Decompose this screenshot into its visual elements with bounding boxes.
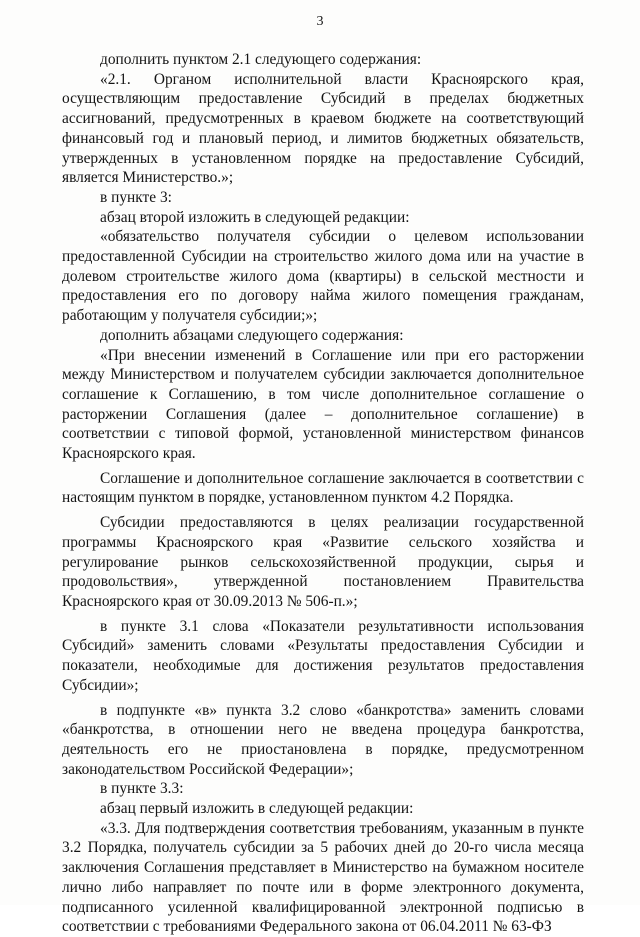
paragraph-clause-3-1-change: в пункте 3.1 слова «Показатели результативности использования Субсидий» заменить словами «Результаты предоставления Субсидии и показатели, необходимые для достижения результатов предоставления Субсидии»;: [62, 617, 584, 694]
paragraph-obligation-text: «обязательство получателя субсидии о целевом использовании предоставленной Субсидии на строительство жилого дома или на участие в долевом строительстве жилого дома (квартиры) в сельской местности и предоставления его по договору найма жилого помещения гражданам, работающим у получателя субсидии;»;: [62, 228, 584, 325]
paragraph-in-clause-3-3: в пункте 3.3:: [100, 780, 184, 798]
paragraph-add-clause-2-1: дополнить пунктом 2.1 следующего содержания:: [100, 51, 422, 68]
paragraph-add-abzacs: дополнить абзацами следующего содержания:: [100, 326, 404, 344]
paragraph-in-clause-3: в пункте 3:: [100, 188, 172, 206]
paragraph-second-abzac-heading: абзац второй изложить в следующей редакции:: [100, 208, 410, 226]
document-body: [62, 50, 584, 937]
paragraph-subsidy-purpose: Субсидии предоставляются в целях реализации государственной программы Красноярского края «Развитие сельского хозяйства и регулирование рынков сельскохозяйственной продукции, сырья и продовольствия», утвержденной постановлением Правительства Красноярского края от 30.09.2013 № 506-п.»;: [62, 514, 584, 610]
paragraph-clause-3-3-text: «3.3. Для подтверждения соответствия требованиям, указанным в пункте 3.2 Порядка, получатель субсидии за 5 рабочих дней до 20-го числа месяца заключения Соглашения представляет в Министерство на бумажном носителе лично либо направляет по почте или в форме электронного документа, подписанного усиленной квалифицированной электронной подписью в соответствии с требованиями Федерального закона от 06.04.2011 № 63-ФЗ: [62, 819, 584, 936]
paragraph-agreement-changes: «При внесении изменений в Соглашение или при его расторжении между Министерством и получателем субсидии заключается дополнительное соглашение к Соглашению, в том числе дополнительное соглашение о расторжении Соглашения (далее – дополнительное соглашение) в соответствии с типовой формой, установленной министерством финансов Красноярского края.: [62, 346, 584, 463]
paragraph-agreement-conclusion: Соглашение и дополнительное соглашение заключается в соответствии с настоящим пунктом в порядке, установленном пунктом 4.2 Порядка.: [62, 469, 584, 507]
paragraph-clause-2-1-text: «2.1. Органом исполнительной власти Красноярского края, осуществляющим предоставление Субсидий в пределах бюджетных ассигнований, предусмотренных в краевом бюджете на соответствующий финансовый год и плановый период, и лимитов бюджетных обязательств, утвержденных в установленном порядке на предоставление Субсидий, является Министерство.»;: [62, 70, 584, 187]
paragraph-first-abzac-heading: абзац первый изложить в следующей редакции:: [100, 800, 414, 818]
page-number: 3: [316, 14, 324, 29]
paragraph-clause-3-2-change: в подпункте «в» пункта 3.2 слово «банкротства» заменить словами «банкротства, в отношении него не введена процедура банкротства, деятельность его не приостановлена в порядке, предусмотренном законодательством Российской Федерации»;: [62, 701, 584, 778]
